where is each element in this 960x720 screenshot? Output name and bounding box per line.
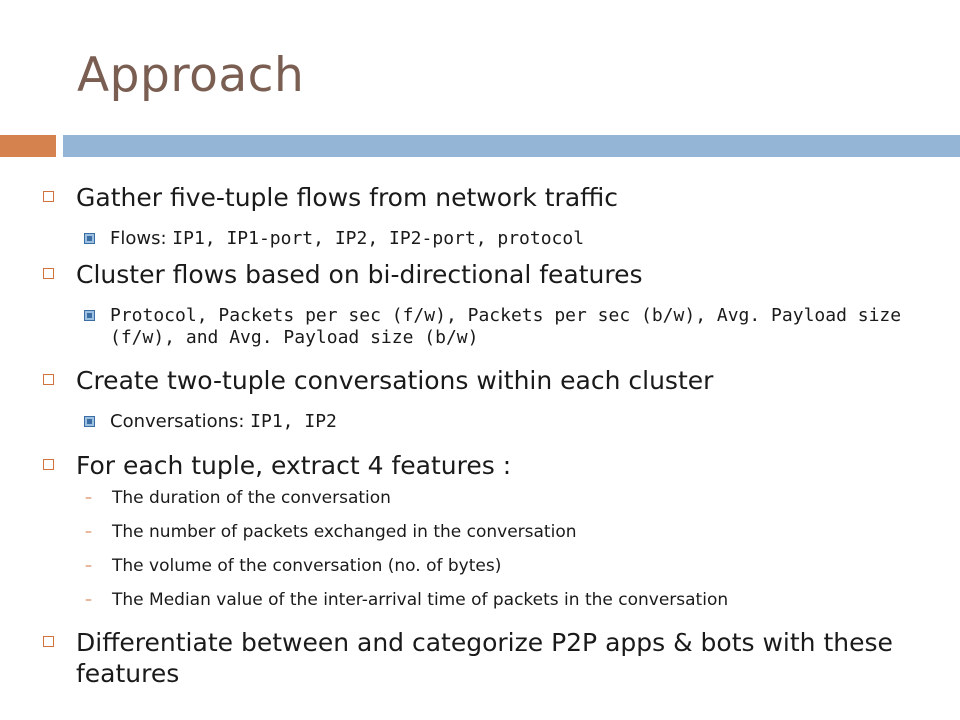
dash-item-packets bbox=[85, 521, 945, 543]
filled-square-bullet-icon bbox=[85, 234, 94, 243]
dash-item-text: The number of packets exchanged in the conversation bbox=[112, 522, 577, 542]
filled-square-bullet-icon bbox=[85, 311, 94, 320]
dash-bullet-icon: – bbox=[85, 558, 92, 574]
sub-bullet-label: Conversations: bbox=[110, 411, 251, 432]
bullet-gather-flows bbox=[43, 182, 948, 213]
hollow-square-bullet-icon bbox=[43, 636, 54, 647]
slide-title: Approach bbox=[77, 48, 305, 103]
filled-square-bullet-icon bbox=[85, 417, 94, 426]
sub-bullet-code: IP1, IP1-port, IP2, IP2-port, protocol bbox=[172, 228, 585, 249]
bullet-differentiate bbox=[43, 627, 948, 689]
bullet-cluster-flows bbox=[43, 259, 948, 290]
dash-item-median bbox=[85, 589, 945, 611]
dash-bullet-icon: – bbox=[85, 592, 92, 608]
bullet-text: Gather five-tuple flows from network traffic bbox=[76, 183, 619, 212]
hollow-square-bullet-icon bbox=[43, 374, 54, 385]
bullet-text: For each tuple, extract 4 features : bbox=[76, 451, 512, 480]
dash-item-text: The duration of the conversation bbox=[112, 488, 391, 508]
sub-bullet-conversations bbox=[85, 411, 945, 433]
bullet-text: Create two-tuple conversations within each cluster bbox=[76, 366, 714, 395]
hollow-square-bullet-icon bbox=[43, 268, 54, 279]
bullet-text: Differentiate between and categorize P2P apps & bots with these features bbox=[76, 628, 893, 688]
hollow-square-bullet-icon bbox=[43, 191, 54, 202]
bullet-two-tuple bbox=[43, 365, 948, 396]
dash-item-duration bbox=[85, 487, 945, 509]
dash-item-text: The volume of the conversation (no. of bytes) bbox=[112, 556, 502, 576]
sub-bullet-features bbox=[85, 305, 945, 349]
dash-item-volume bbox=[85, 555, 945, 577]
dash-bullet-icon: – bbox=[85, 524, 92, 540]
dash-bullet-icon: – bbox=[85, 490, 92, 506]
accent-bar-blue bbox=[63, 135, 960, 157]
accent-bar-orange bbox=[0, 135, 56, 157]
dash-item-text: The Median value of the inter-arrival time of packets in the conversation bbox=[112, 590, 729, 610]
bullet-extract-features bbox=[43, 450, 948, 481]
bullet-text: Cluster flows based on bi-directional features bbox=[76, 260, 643, 289]
hollow-square-bullet-icon bbox=[43, 459, 54, 470]
sub-bullet-flows bbox=[85, 228, 945, 250]
sub-bullet-code: Protocol, Packets per sec (f/w), Packets per sec (b/w), Avg. Payload size (f/w), and Avg. Payload size (b/w) bbox=[110, 305, 902, 348]
sub-bullet-code: IP1, IP2 bbox=[250, 411, 337, 432]
sub-bullet-label: Flows: bbox=[110, 228, 173, 249]
